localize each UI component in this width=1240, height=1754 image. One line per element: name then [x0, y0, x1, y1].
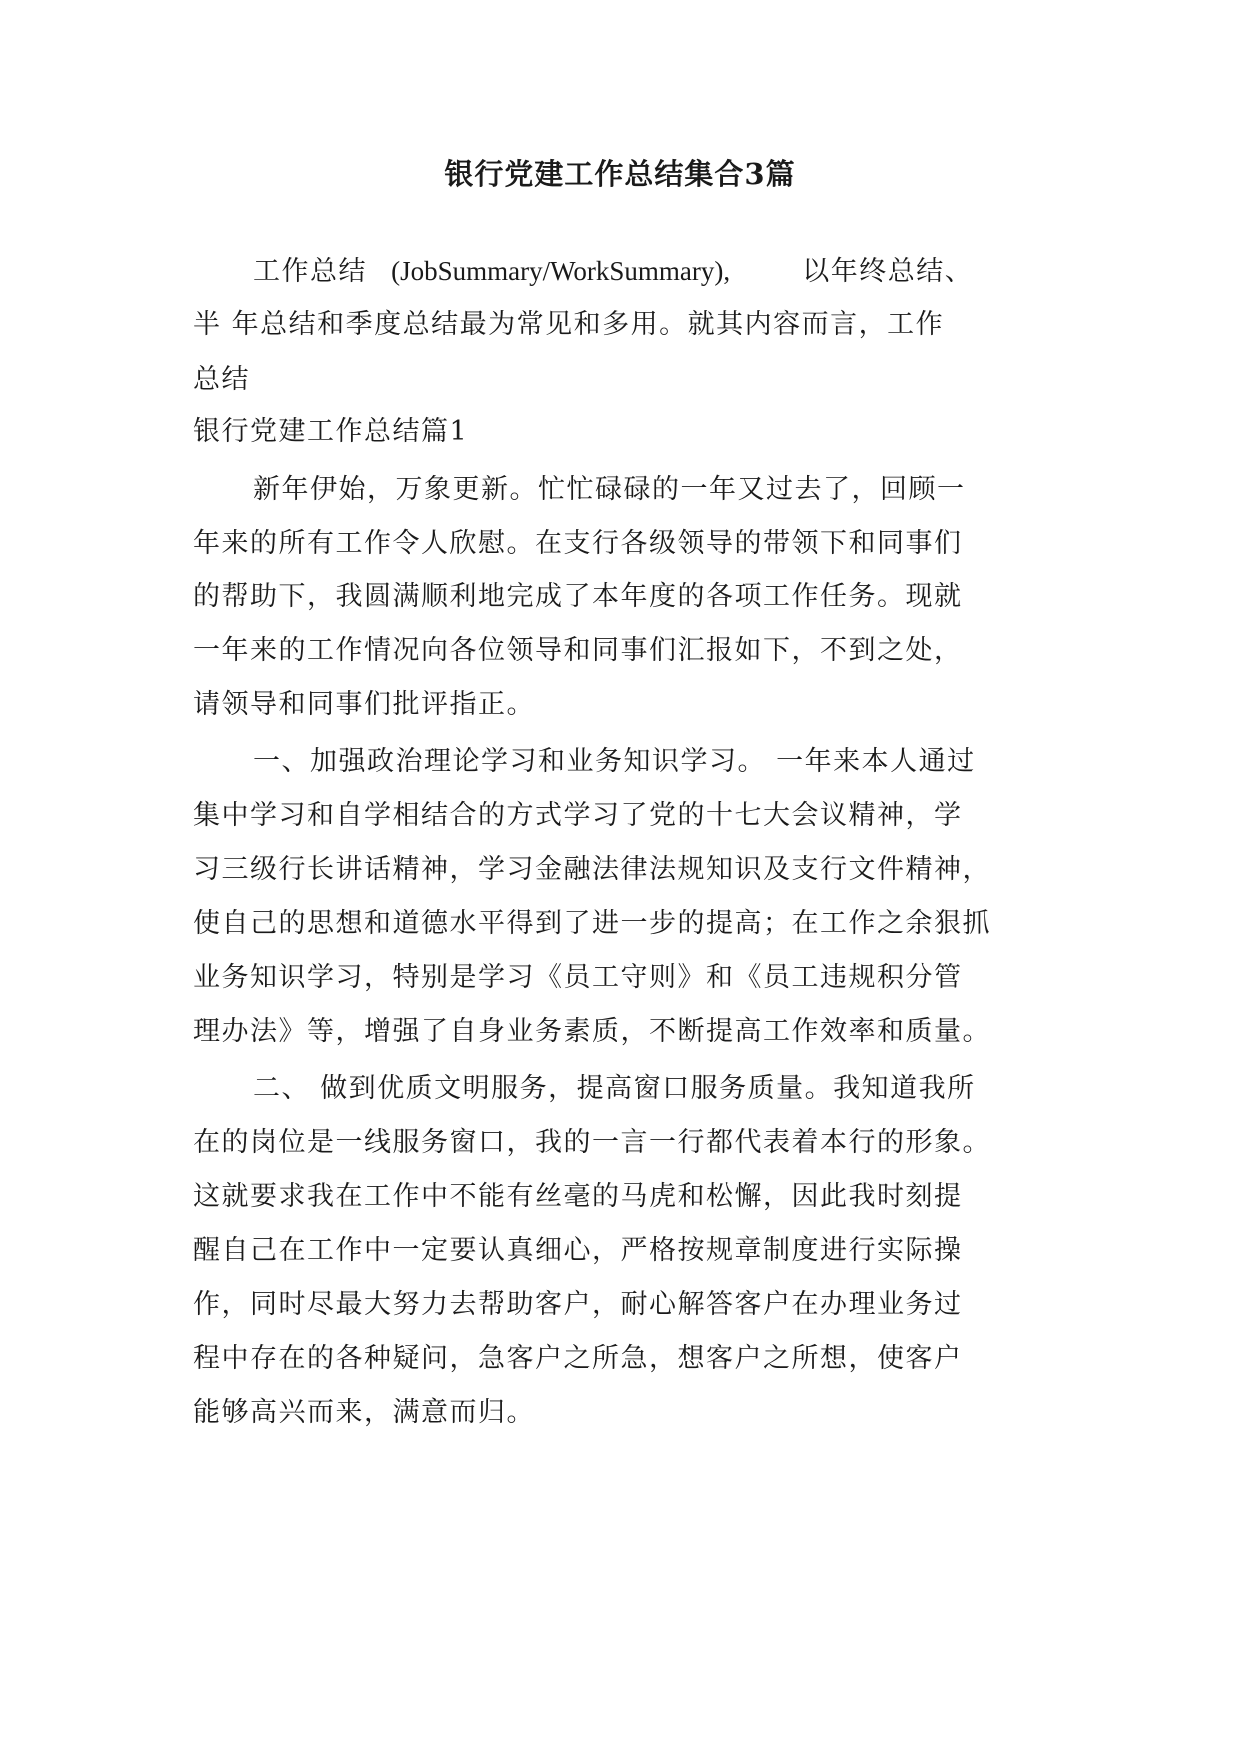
para2-line: 习三级行长讲话精神，学习金融法律法规知识及支行文件精神， [193, 854, 991, 885]
para2-line: 使自己的思想和道德水平得到了进一步的提高；在工作之余狠抓 [193, 908, 991, 939]
para2-line: 一、加强政治理论学习和业务知识学习。 一年来本人通过 [253, 746, 976, 777]
para3-line: 在的岗位是一线服务窗口，我的一言一行都代表着本行的形象。 [193, 1127, 991, 1158]
section-heading: 银行党建工作总结篇1 [193, 416, 469, 447]
para3-line: 能够高兴而来，满意而归。 [193, 1397, 535, 1428]
para3-line: 作，同时尽最大努力去帮助客户，耐心解答客户在办理业务过 [193, 1289, 963, 1320]
para3-line: 二、 做到优质文明服务，提高窗口服务质量。我知道我所 [253, 1073, 976, 1104]
para2-line: 集中学习和自学相结合的方式学习了党的十七大会议精神，学 [193, 800, 963, 831]
para2-line: 业务知识学习，特别是学习《员工守则》和《员工违规积分管 [193, 962, 963, 993]
document-title: 银行党建工作总结集合3篇 [444, 157, 796, 191]
intro-line-3: 总结 [193, 364, 250, 395]
intro-work-summary: 工作总结 [253, 256, 367, 287]
intro-year-end: 以年终总结、 [802, 256, 974, 287]
para3-line: 程中存在的各种疑问，急客户之所急，想客户之所想，使客户 [193, 1343, 963, 1374]
para1-line: 一年来的工作情况向各位领导和同事们汇报如下，不到之处， [193, 635, 963, 666]
para1-line: 年来的所有工作令人欣慰。在支行各级领导的带领下和同事们 [193, 528, 963, 559]
para2-line: 理办法》等，增强了自身业务素质，不断提高工作效率和质量。 [193, 1016, 991, 1047]
para1-line: 请领导和同事们批评指正。 [193, 689, 535, 720]
intro-line-2: 半 年总结和季度总结最为常见和多用。就其内容而言，工作 [193, 309, 945, 340]
para1-line: 新年伊始，万象更新。忙忙碌碌的一年又过去了，回顾一 [253, 474, 966, 505]
para1-line: 的帮助下，我圆满顺利地完成了本年度的各项工作任务。现就 [193, 581, 963, 612]
intro-line-1 [253, 253, 973, 290]
para3-line: 醒自己在工作中一定要认真细心，严格按规章制度进行实际操 [193, 1235, 963, 1266]
para3-line: 这就要求我在工作中不能有丝毫的马虎和松懈，因此我时刻提 [193, 1181, 963, 1212]
intro-english-term: (JobSummary/WorkSummary), [391, 256, 731, 286]
